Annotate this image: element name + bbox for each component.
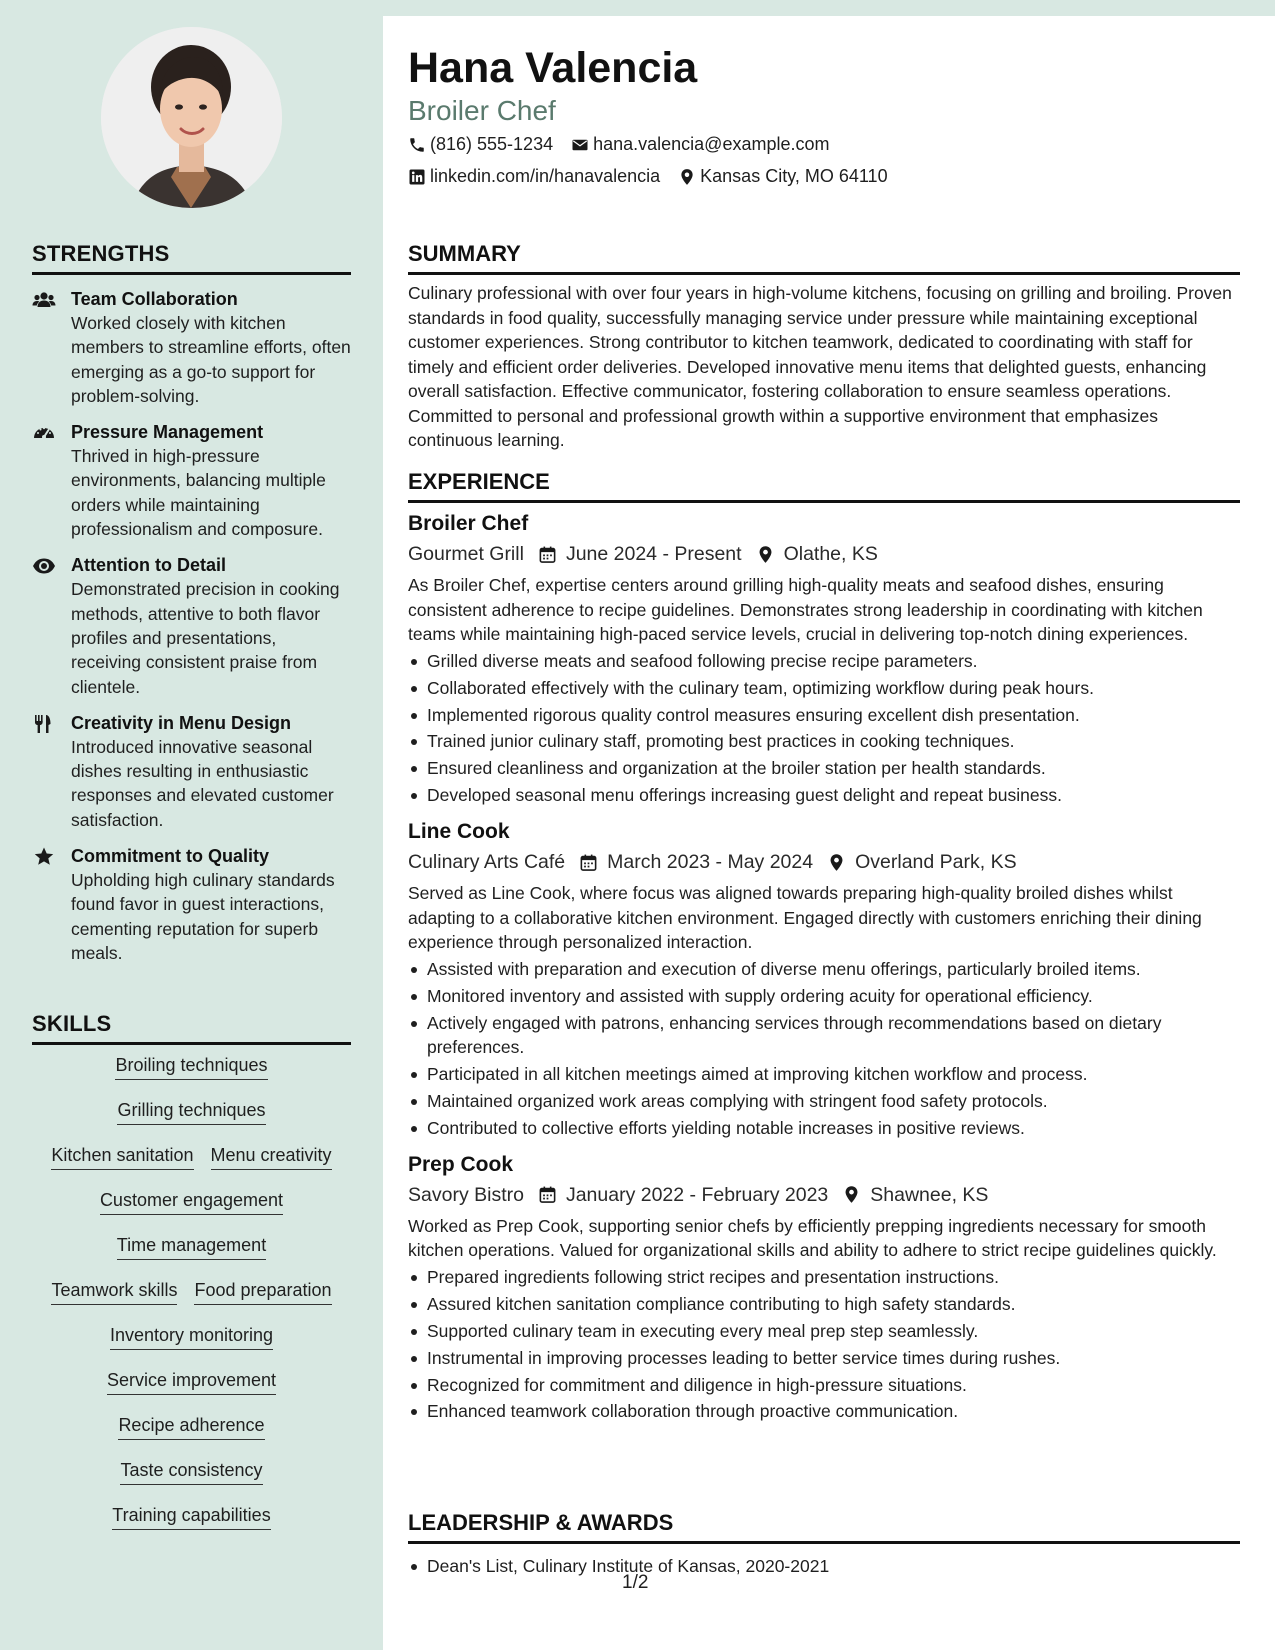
summary-heading: SUMMARY xyxy=(408,241,1240,275)
location-pin-icon xyxy=(756,545,775,564)
bullet-item: Recognized for commitment and diligence in high-pressure situations. xyxy=(408,1373,1240,1397)
skill-item: Food preparation xyxy=(194,1280,331,1305)
skill-item: Grilling techniques xyxy=(117,1100,265,1125)
bullet-item: Ensured cleanliness and organization at the broiler station per health standards. xyxy=(408,756,1240,780)
job-location-text: Overland Park, KS xyxy=(855,851,1017,874)
bullet-item: Dean's List, Culinary Institute of Kansas, 2020-2021 xyxy=(408,1554,1240,1578)
skill-item: Recipe adherence xyxy=(118,1415,264,1440)
strength-item xyxy=(32,287,351,408)
bullet-item: Assured kitchen sanitation compliance contributing to high safety standards. xyxy=(408,1292,1240,1316)
bullet-item: Assisted with preparation and execution of diverse menu offerings, particularly broiled items. xyxy=(408,957,1240,981)
skill-item: Broiling techniques xyxy=(115,1055,267,1080)
strength-item xyxy=(32,553,351,698)
users-icon xyxy=(32,287,71,408)
bullet-item: Trained junior culinary staff, promoting best practices in cooking techniques. xyxy=(408,729,1240,753)
location-pin-icon xyxy=(842,1185,861,1204)
skill-row xyxy=(32,1360,351,1405)
job-bullets xyxy=(408,957,1240,1139)
skill-row xyxy=(32,1180,351,1225)
linkedin-text: linkedin.com/in/hanavalencia xyxy=(430,166,661,186)
job-description: Served as Line Cook, where focus was aligned towards preparing high-quality broiled dishes whilst adapting to a collaborative kitchen environment. Engaged directly with customers enriching their dining experience through personalized interaction. xyxy=(408,883,1202,953)
skill-row xyxy=(32,1495,351,1540)
strength-title: Pressure Management xyxy=(71,422,264,443)
candidate-name: Hana Valencia xyxy=(408,44,698,92)
job-title: Broiler Chef xyxy=(408,512,529,535)
job-meta xyxy=(408,847,1240,877)
strength-desc: Upholding high culinary standards found favor in guest interactions, cementing reputation for superb meals. xyxy=(71,870,335,963)
strength-item xyxy=(32,420,351,541)
job-entry xyxy=(408,817,1240,1139)
location-contact xyxy=(678,166,887,187)
skill-item: Customer engagement xyxy=(100,1190,283,1215)
bullet-item: Monitored inventory and assisted with supply ordering acuity for operational efficiency. xyxy=(408,984,1240,1008)
phone-icon xyxy=(408,136,426,154)
experience-section xyxy=(408,469,1240,1424)
job-entry xyxy=(408,509,1240,807)
leadership-section xyxy=(408,1510,1240,1578)
profile-photo xyxy=(101,27,282,208)
summary-section xyxy=(408,241,1240,453)
skill-row xyxy=(32,1270,351,1315)
bullet-item: Actively engaged with patrons, enhancing services through recommendations based on dietary preferences. xyxy=(408,1011,1240,1059)
job-dates xyxy=(538,1180,828,1210)
bullet-item: Grilled diverse meats and seafood following precise recipe parameters. xyxy=(408,649,1240,673)
bullet-item: Prepared ingredients following strict recipes and presentation instructions. xyxy=(408,1265,1240,1289)
strength-desc: Worked closely with kitchen members to streamline efforts, often emerging as a go-to support for problem-solving. xyxy=(71,313,351,406)
gauge-icon xyxy=(32,420,71,541)
calendar-icon xyxy=(579,853,598,872)
bullet-item: Enhanced teamwork collaboration through proactive communication. xyxy=(408,1399,1240,1423)
contact-row-1 xyxy=(408,134,1240,155)
experience-heading: EXPERIENCE xyxy=(408,469,1240,503)
skill-row xyxy=(32,1405,351,1450)
email-text: hana.valencia@example.com xyxy=(593,134,830,154)
summary-text: Culinary professional with over four years in high-volume kitchens, focusing on grilling and broiling. Proven standards in food quality, successfully managing service under pressure while maintaining exceptional customer experiences. Strong contributor to kitchen teamwork, dedicated to coordinating with staff for timely and efficient order deliveries. Developed innovative menu items that delighted guests, enhancing overall satisfaction. Effective communicator, fostering collaboration to ensure seamless operations. Committed to personal and professional growth within a supportive environment that emphasizes continuous learning. xyxy=(408,283,1232,450)
skill-row xyxy=(32,1225,351,1270)
skill-item: Teamwork skills xyxy=(51,1280,177,1305)
strengths-section xyxy=(32,241,351,965)
utensils-icon xyxy=(32,711,71,832)
envelope-icon xyxy=(571,136,589,154)
job-location xyxy=(756,539,878,569)
job-dates-text: June 2024 - Present xyxy=(565,543,742,565)
strength-title: Creativity in Menu Design xyxy=(71,712,292,733)
strength-item xyxy=(32,711,351,832)
job-location-text: Shawnee, KS xyxy=(870,1183,989,1206)
linkedin-contact[interactable] xyxy=(408,166,660,187)
strength-title: Team Collaboration xyxy=(71,289,238,309)
skill-row xyxy=(32,1090,351,1135)
eye-icon xyxy=(32,553,71,698)
job-dates xyxy=(538,539,742,569)
bullet-item: Contributed to collective efforts yielding notable increases in positive reviews. xyxy=(408,1116,1240,1140)
job-location xyxy=(827,847,1016,877)
job-dates xyxy=(579,847,813,877)
bullet-item: Collaborated effectively with the culinary team, optimizing workflow during peak hours. xyxy=(408,676,1240,700)
job-title: Prep Cook xyxy=(408,1152,514,1176)
skill-row xyxy=(32,1135,351,1180)
skill-item: Taste consistency xyxy=(120,1460,262,1485)
strength-desc: Introduced innovative seasonal dishes resulting in enthusiastic responses and elevated customer satisfaction. xyxy=(71,736,334,830)
page-number: 1/2 xyxy=(622,1572,649,1593)
job-entry xyxy=(408,1150,1240,1424)
strength-title: Attention to Detail xyxy=(71,555,226,576)
email-contact[interactable] xyxy=(571,134,829,155)
candidate-title: Broiler Chef xyxy=(408,95,556,126)
bullet-item: Instrumental in improving processes leading to better service times during rushes. xyxy=(408,1346,1240,1370)
job-location xyxy=(842,1180,988,1210)
skill-item: Kitchen sanitation xyxy=(51,1145,193,1170)
skill-row xyxy=(32,1450,351,1495)
leadership-heading: LEADERSHIP & AWARDS xyxy=(408,1510,1240,1544)
star-icon xyxy=(32,844,71,965)
linkedin-icon xyxy=(408,168,426,186)
job-description: Worked as Prep Cook, supporting senior chefs by efficiently prepping ingredients necessary for smooth kitchen operations. Valued for organizational skills and ability to adhere to strict recipe guidelines quickly. xyxy=(408,1215,1217,1261)
bullet-item: Developed seasonal menu offerings increasing guest delight and repeat business. xyxy=(408,783,1240,807)
strength-desc: Thrived in high-pressure environments, balancing multiple orders while maintaining professionalism and composure. xyxy=(71,446,326,540)
skill-item: Inventory monitoring xyxy=(110,1325,273,1350)
bullet-item: Maintained organized work areas complying with stringent food safety protocols. xyxy=(408,1089,1240,1113)
skill-item: Service improvement xyxy=(107,1370,276,1395)
strength-title: Commitment to Quality xyxy=(71,846,270,867)
bullet-item: Participated in all kitchen meetings aimed at improving kitchen workflow and process. xyxy=(408,1062,1240,1086)
job-company: Gourmet Grill xyxy=(408,543,524,565)
bullet-item: Implemented rigorous quality control measures ensuring excellent dish presentation. xyxy=(408,703,1240,727)
calendar-icon xyxy=(538,545,557,564)
skills-section xyxy=(32,1011,351,1540)
job-company: Culinary Arts Café xyxy=(408,851,566,874)
skill-row xyxy=(32,1045,351,1090)
job-bullets xyxy=(408,649,1240,807)
job-title: Line Cook xyxy=(408,820,510,844)
skill-row xyxy=(32,1315,351,1360)
strengths-heading: STRENGTHS xyxy=(32,241,351,275)
job-bullets xyxy=(408,1265,1240,1423)
location-pin-icon xyxy=(678,168,696,186)
phone-contact[interactable] xyxy=(408,134,553,155)
strength-item xyxy=(32,844,351,965)
calendar-icon xyxy=(538,1185,557,1204)
location-text: Kansas City, MO 64110 xyxy=(700,166,888,186)
strength-desc: Demonstrated precision in cooking methods, attentive to both flavor profiles and presentations, receiving consistent praise from clientele. xyxy=(71,579,340,697)
top-band xyxy=(383,0,1275,16)
skills-heading: SKILLS xyxy=(32,1011,351,1045)
profile-photo-illustration xyxy=(101,27,282,208)
job-meta xyxy=(408,1180,1240,1210)
job-dates-text: January 2022 - February 2023 xyxy=(565,1183,829,1206)
job-dates-text: March 2023 - May 2024 xyxy=(607,851,814,874)
job-meta xyxy=(408,539,1240,569)
job-description: As Broiler Chef, expertise centers around grilling high-quality meats and seafood dishes, ensuring consistent adherence to recipe guidelines. Demonstrates strong leadership in coordinating with kitchen teams while maintaining high-paced service levels, crucial in delivering top-notch dining experiences. xyxy=(408,575,1203,644)
contact-row-2 xyxy=(408,166,1240,187)
skill-item: Menu creativity xyxy=(211,1145,332,1170)
location-pin-icon xyxy=(827,853,846,872)
phone-text: (816) 555-1234 xyxy=(430,134,554,154)
bullet-item: Supported culinary team in executing every meal prep step seamlessly. xyxy=(408,1319,1240,1343)
job-location-text: Olathe, KS xyxy=(783,543,878,565)
skill-item: Training capabilities xyxy=(112,1505,270,1530)
job-company: Savory Bistro xyxy=(408,1183,524,1206)
leadership-bullets xyxy=(408,1554,1240,1578)
skill-item: Time management xyxy=(117,1235,266,1260)
